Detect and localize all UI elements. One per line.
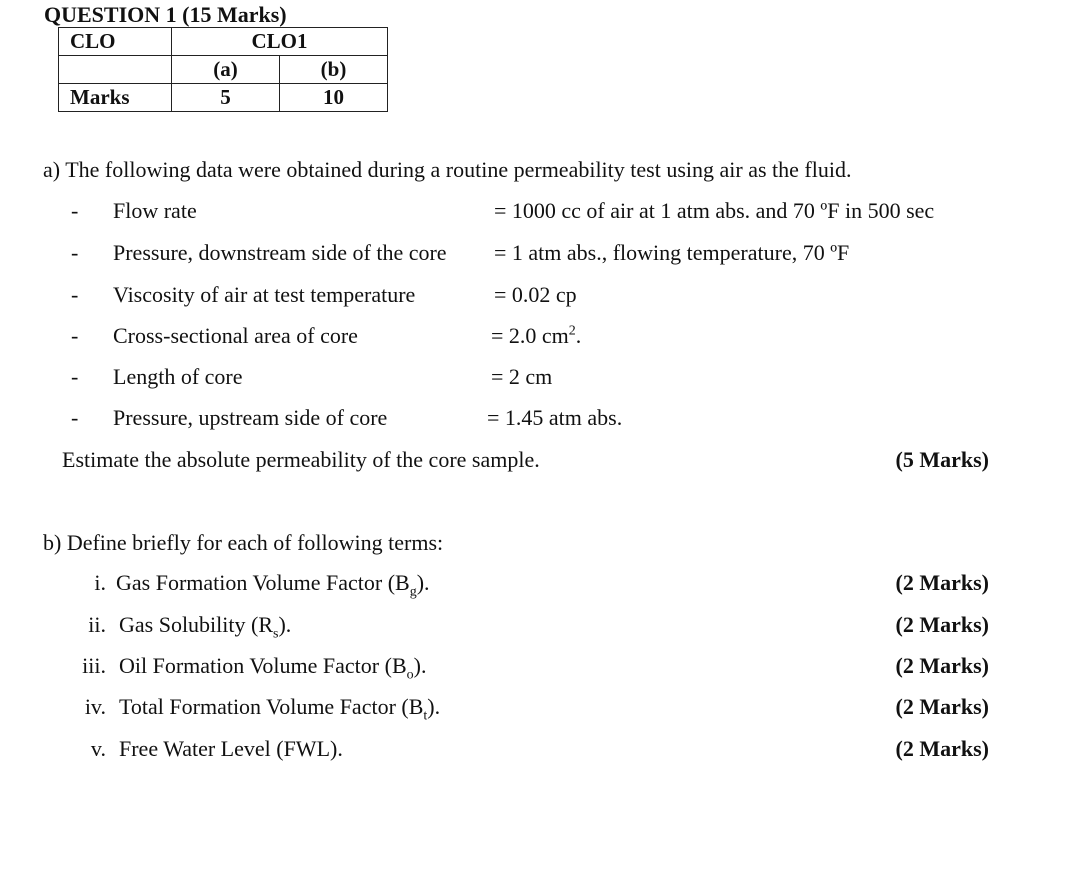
item-text-main: Gas Solubility (R [119,612,274,637]
item-number: v. [90,736,106,761]
item-text [116,570,430,600]
clo-header-value: CLO1 [172,28,388,56]
clo-header-label: CLO [59,28,172,56]
clo-header-row [59,28,388,56]
item-text: Free Water Level (FWL). [119,736,343,761]
item-marks: (2 Marks) [895,570,989,595]
item-marks: (2 Marks) [895,653,989,678]
clo-subheader-row [59,56,388,84]
param-value: = 1 atm abs., flowing temperature, 70 ºF [494,240,850,265]
superscript: 2 [568,323,576,339]
subscript: o [406,667,414,683]
item-marks: (2 Marks) [895,694,989,719]
clo-subheader-empty [59,56,172,84]
clo-subheader-a: (a) [172,56,280,84]
item-text-main: Gas Formation Volume Factor (B [116,570,410,595]
bullet-dash: - [71,364,79,389]
param-value [491,323,581,349]
item-text [119,694,440,724]
clo-marks-a: 5 [172,84,280,112]
subscript: t [423,708,428,724]
param-value: = 1000 cc of air at 1 atm abs. and 70 ºF in 500 sec [494,198,935,223]
item-text-main: Oil Formation Volume Factor (B [119,653,407,678]
param-label: Length of core [113,364,243,389]
param-value: = 1.45 atm abs. [487,405,623,430]
clo-marks-row [59,84,388,112]
item-number: i. [94,570,106,595]
item-text-after: ). [278,612,292,637]
item-number: iv. [84,694,106,719]
clo-subheader-b: (b) [280,56,388,84]
bullet-dash: - [71,282,79,307]
question-title: QUESTION 1 (15 Marks) [44,2,287,27]
item-marks: (2 Marks) [895,612,989,637]
part-a-intro: a) The following data were obtained during a routine permeability test using air as the fluid. [43,157,852,182]
param-value: = 0.02 cp [494,282,577,307]
clo-marks-label: Marks [59,84,172,112]
item-text-after: ). [413,653,427,678]
bullet-dash: - [71,323,79,348]
clo-marks-b: 10 [280,84,388,112]
part-b-intro: b) Define briefly for each of following terms: [43,530,444,555]
bullet-dash: - [71,198,79,223]
param-label: Cross-sectional area of core [113,323,358,348]
clo-table [58,27,388,112]
param-label: Flow rate [113,198,197,223]
part-a-task: Estimate the absolute permeability of the core sample. [62,447,540,472]
item-text-main: Total Formation Volume Factor (B [119,694,424,719]
part-a-marks: (5 Marks) [895,447,989,472]
item-marks: (2 Marks) [895,736,989,761]
item-text-after: ). [416,570,430,595]
item-text [119,612,291,642]
subscript: g [409,584,417,600]
param-value: = 2 cm [491,364,553,389]
item-text [119,653,426,683]
subscript: s [273,626,279,642]
param-label: Viscosity of air at test temperature [113,282,416,307]
item-text-after: ). [427,694,441,719]
item-number: ii. [88,612,106,637]
param-label: Pressure, downstream side of the core [113,240,447,265]
item-number: iii. [82,653,106,678]
param-label: Pressure, upstream side of core [113,405,388,430]
param-value-suffix: . [575,323,582,348]
bullet-dash: - [71,240,79,265]
param-value-text: = 2.0 cm [491,323,569,348]
bullet-dash: - [71,405,79,430]
